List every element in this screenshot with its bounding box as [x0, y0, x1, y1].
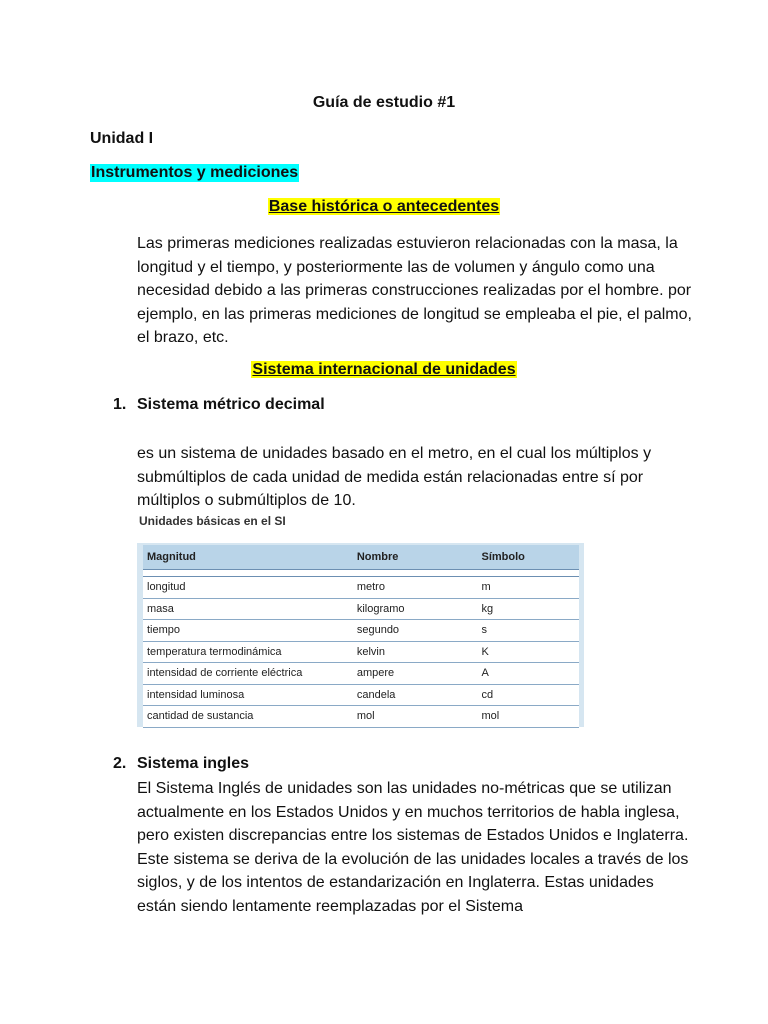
table-cell: mol [353, 706, 478, 728]
table-cell: ampere [353, 663, 478, 685]
paragraph-english: El Sistema Inglés de unidades son las unidades no-métricas que se utilizan actualmente en los Estados Unidos y en muchos territorios de habla inglesa, pero existen discrepancias entre los sistemas de Estados Unidos e Inglaterra. Este sistema se deriva de la evolución de las unidades locales a través de los siglos, y de los intentos de estandarización en Inglaterra. Estas unidades están siendo lentamente reemplazadas por el Sistema [137, 780, 689, 915]
paragraph-base: Las primeras mediciones realizadas estuvieron relacionadas con la masa, la longitud y el tiempo, y posteriormente las de volumen y ángulo como una necesidad debido a las primeras construcciones realizadas por el hombre. por ejemplo, en las primeras mediciones de longitud se empleaba el pie, el palmo, el brazo, etc. [137, 235, 692, 346]
list-item-english [113, 755, 249, 773]
table-row [143, 663, 579, 685]
table-caption: Unidades básicas en el SI [139, 514, 286, 528]
si-units-table [143, 545, 579, 728]
list-number: 1. [113, 396, 127, 413]
table-row [143, 684, 579, 706]
table-cell: tiempo [143, 620, 353, 642]
table-cell: cantidad de sustancia [143, 706, 353, 728]
section-heading-si-text: Sistema internacional de unidades [252, 361, 516, 378]
table-cell: temperatura termodinámica [143, 641, 353, 663]
table-cell: K [477, 641, 579, 663]
list-number: 2. [113, 755, 127, 772]
paragraph-metric: es un sistema de unidades basado en el metro, en el cual los múltiplos y submúltiplos de cada unidad de medida están relacionadas entre sí por múltiplos o submúltiplos de 10. [137, 445, 652, 509]
unit-heading: Unidad I [90, 130, 154, 147]
table-cell: segundo [353, 620, 478, 642]
table-cell: metro [353, 577, 478, 599]
table-header-cell: Nombre [353, 545, 478, 570]
table-cell: mol [477, 706, 579, 728]
section-heading-si [0, 361, 768, 379]
table-cell: kilogramo [353, 598, 478, 620]
list-item-metric [113, 396, 325, 414]
table-cell: candela [353, 684, 478, 706]
table-row [143, 620, 579, 642]
section-heading-base-text: Base histórica o antecedentes [268, 198, 500, 215]
table-cell: kelvin [353, 641, 478, 663]
list-item-title: Sistema métrico decimal [137, 396, 325, 413]
page-title: Guía de estudio #1 [312, 94, 456, 111]
table-cell: cd [477, 684, 579, 706]
table-cell: A [477, 663, 579, 685]
si-units-table-image [137, 543, 584, 727]
table-cell: masa [143, 598, 353, 620]
table-row [143, 598, 579, 620]
table-cell: m [477, 577, 579, 599]
table-cell: kg [477, 598, 579, 620]
table-row [143, 577, 579, 599]
table-row [143, 641, 579, 663]
topic-heading: Instrumentos y mediciones [91, 164, 299, 181]
table-header-cell: Magnitud [143, 545, 353, 570]
table-row [143, 706, 579, 728]
table-cell: longitud [143, 577, 353, 599]
table-cell: s [477, 620, 579, 642]
list-item-title: Sistema ingles [137, 755, 250, 772]
section-heading-base [0, 198, 768, 216]
table-header-cell: Símbolo [477, 545, 579, 570]
table-cell: intensidad de corriente eléctrica [143, 663, 353, 685]
table-cell: intensidad luminosa [143, 684, 353, 706]
table-header-row [143, 545, 579, 570]
table-spacer-row [143, 570, 579, 577]
